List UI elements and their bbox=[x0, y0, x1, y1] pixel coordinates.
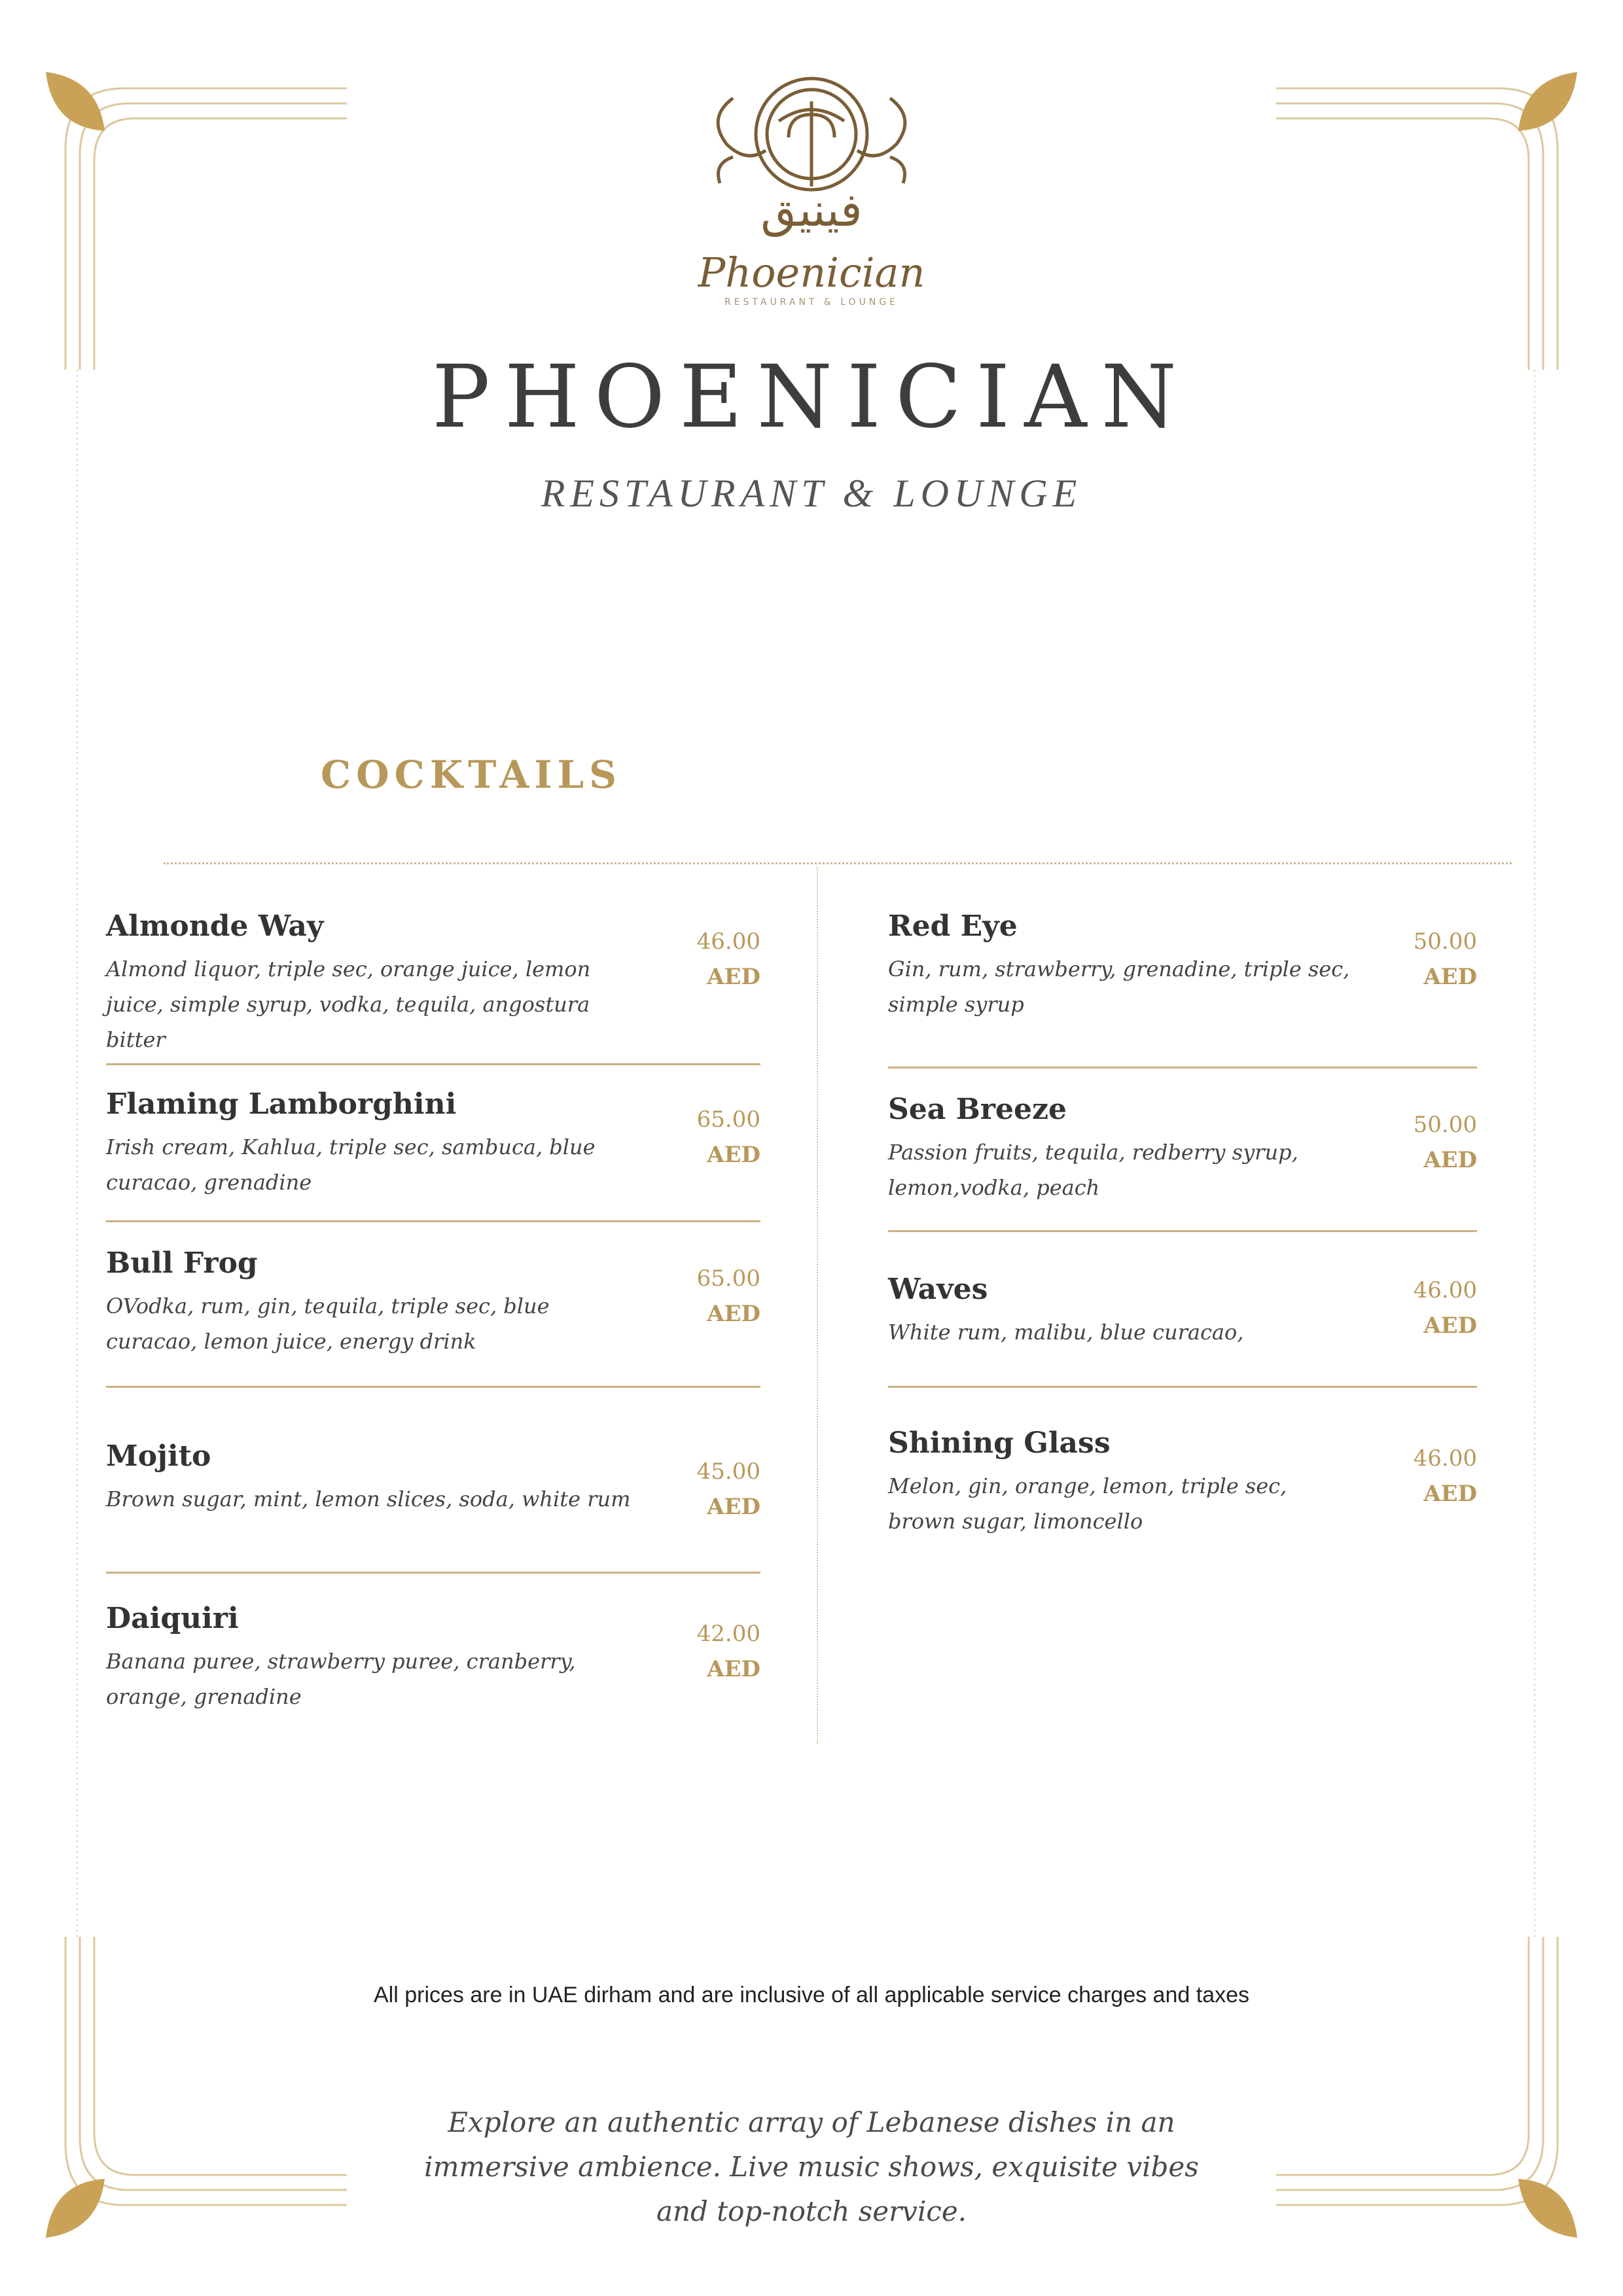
tagline-line: and top-notch service. bbox=[656, 2195, 967, 2227]
item-price: 46.00 AED bbox=[1413, 1445, 1477, 1507]
leaf-icon bbox=[46, 72, 105, 131]
item-separator bbox=[106, 1063, 760, 1065]
restaurant-subtitle: RESTAURANT & LOUNGE bbox=[541, 472, 1082, 515]
menu-item bbox=[888, 910, 1477, 1027]
item-description: Melon, gin, orange, lemon, triple sec, brown sugar, limoncello bbox=[888, 1474, 1287, 1534]
item-name: Red Eye bbox=[888, 910, 1018, 943]
column-divider bbox=[817, 867, 818, 1744]
price-note: All prices are in UAE dirham and are inclusive of all applicable service charges and taxes bbox=[373, 1983, 1249, 2007]
item-description: White rum, malibu, blue curacao, bbox=[888, 1320, 1244, 1345]
item-description: Banana puree, strawberry puree, cranberry, orange, grenadine bbox=[106, 1649, 576, 1709]
menu-item bbox=[888, 1426, 1477, 1544]
menu-item bbox=[888, 1273, 1477, 1364]
leaf-icon bbox=[1518, 72, 1577, 131]
item-price: 46.00 AED bbox=[696, 928, 760, 990]
restaurant-title: PHOENICIAN bbox=[431, 347, 1192, 448]
tagline-line: Explore an authentic array of Lebanese dishes in an bbox=[448, 2106, 1175, 2138]
item-description: OVodka, rum, gin, tequila, triple sec, blue curacao, lemon juice, energy drink bbox=[106, 1294, 550, 1354]
item-description: Passion fruits, tequila, redberry syrup, lemon,vodka, peach bbox=[888, 1140, 1298, 1200]
logo-tagline: RESTAURANT & LOUNGE bbox=[724, 297, 899, 308]
item-price: 65.00 AED bbox=[696, 1265, 760, 1327]
item-separator bbox=[888, 1386, 1477, 1388]
item-separator bbox=[106, 1386, 760, 1388]
item-separator bbox=[106, 1572, 760, 1574]
item-name: Daiquiri bbox=[106, 1602, 239, 1635]
item-name: Sea Breeze bbox=[888, 1093, 1067, 1126]
logo-arabic-text: فينيق bbox=[760, 183, 863, 237]
item-name: Bull Frog bbox=[106, 1246, 258, 1280]
item-price: 50.00 AED bbox=[1413, 1112, 1477, 1173]
logo-wordmark: Phoenician bbox=[698, 249, 925, 296]
item-price: 45.00 AED bbox=[696, 1458, 760, 1520]
item-separator bbox=[106, 1220, 760, 1222]
section-divider bbox=[164, 862, 1512, 864]
item-price: 42.00 AED bbox=[696, 1621, 760, 1682]
menu-item bbox=[106, 1087, 760, 1205]
menu-item bbox=[888, 1093, 1477, 1210]
menu-item bbox=[106, 1602, 760, 1720]
item-separator bbox=[888, 1230, 1477, 1232]
item-name: Mojito bbox=[106, 1439, 211, 1473]
item-separator bbox=[888, 1067, 1477, 1069]
item-price: 65.00 AED bbox=[696, 1106, 760, 1168]
item-price: 50.00 AED bbox=[1413, 928, 1477, 990]
restaurant-tagline bbox=[0, 2100, 1623, 2234]
section-title: COCKTAILS bbox=[321, 752, 622, 797]
item-description: Almond liquor, triple sec, orange juice, lemon juice, simple syrup, vodka, tequila, angostura bitter bbox=[106, 957, 591, 1052]
item-description: Irish cream, Kahlua, triple sec, sambuca, blue curacao, grenadine bbox=[106, 1135, 596, 1195]
item-name: Waves bbox=[888, 1273, 988, 1306]
menu-item bbox=[106, 910, 760, 1052]
item-price: 46.00 AED bbox=[1413, 1277, 1477, 1339]
item-name: Shining Glass bbox=[888, 1426, 1111, 1460]
menu-item bbox=[106, 1439, 760, 1531]
menu-item bbox=[106, 1246, 760, 1364]
item-name: Almonde Way bbox=[106, 910, 324, 943]
tagline-line: immersive ambience. Live music shows, exquisite vibes bbox=[424, 2151, 1199, 2183]
item-description: Brown sugar, mint, lemon slices, soda, white rum bbox=[106, 1487, 631, 1511]
item-description: Gin, rum, strawberry, grenadine, triple sec, simple syrup bbox=[888, 957, 1350, 1017]
item-name: Flaming Lamborghini bbox=[106, 1087, 457, 1121]
